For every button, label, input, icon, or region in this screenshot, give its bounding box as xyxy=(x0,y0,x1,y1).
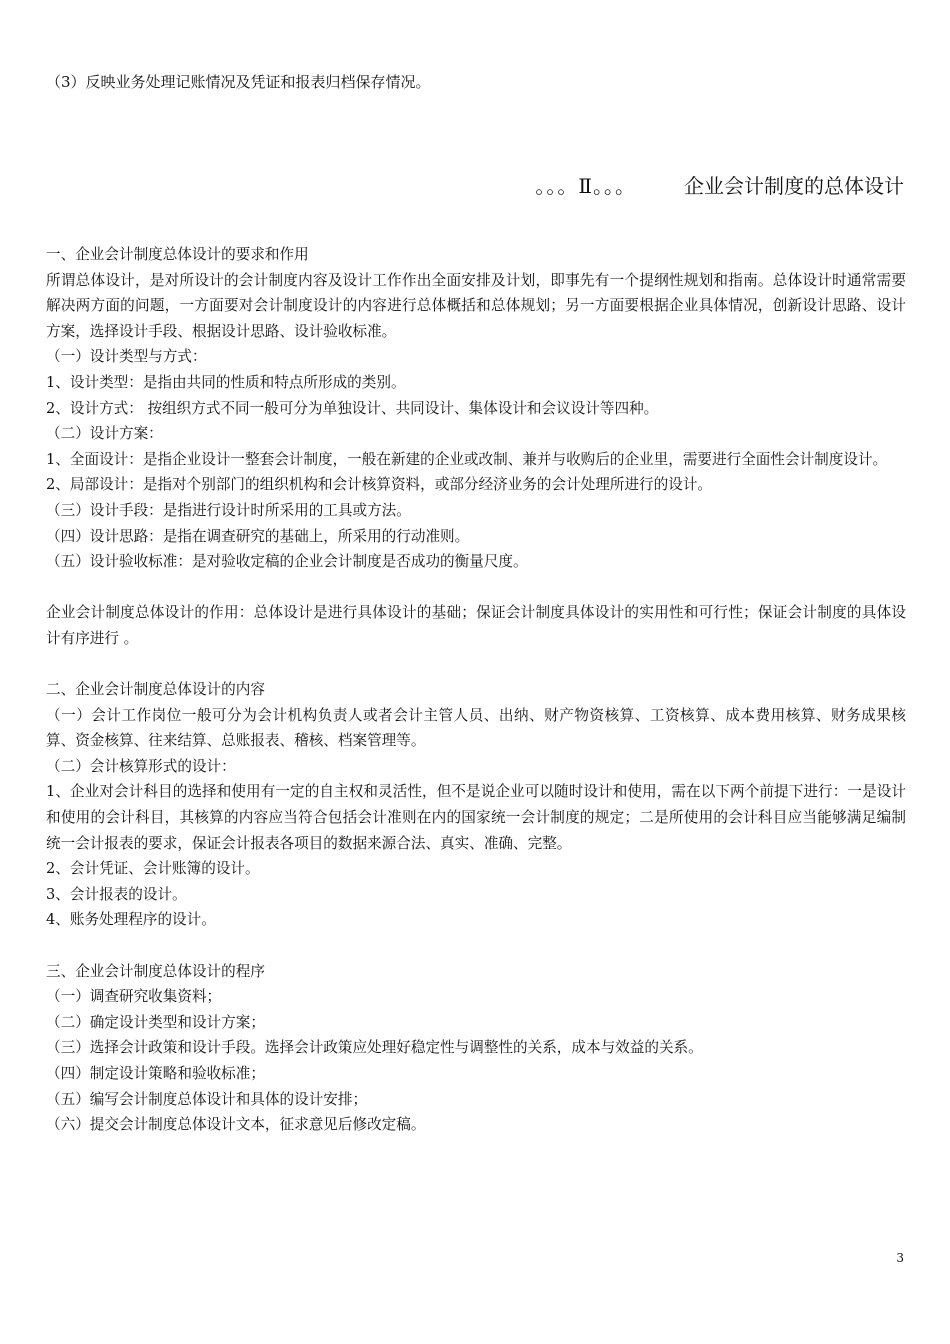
page-number: 3 xyxy=(896,1251,904,1265)
paragraph: 企业会计制度总体设计的作用：总体设计是进行具体设计的基础；保证会计制度具体设计的实用性和可行性；保证会计制度的具体设计有序进行 。 xyxy=(46,604,906,647)
chapter-marker: 。。。Ⅱ。。。 xyxy=(535,174,636,198)
paragraph: （六）提交会计制度总体设计文本，征求意见后修改定稿。 xyxy=(46,1116,426,1134)
paragraph: （三）选择会计政策和设计手段。选择会计政策应处理好稳定性与调整性的关系，成本与效益的关系。 xyxy=(46,1039,703,1057)
paragraph: （一）设计类型与方式： xyxy=(46,348,207,366)
paragraph: 三、企业会计制度总体设计的程序 xyxy=(46,962,265,980)
paragraph: （二）确定设计类型和设计方案； xyxy=(46,1013,265,1031)
paragraph: （三）设计手段：是指进行设计时所采用的工具或方法。 xyxy=(46,501,411,519)
paragraph: （二）会计核算形式的设计： xyxy=(46,757,236,775)
paragraph: 1、企业对会计科目的选择和使用有一定的自主权和灵活性，但不是说企业可以随时设计和使用，需在以下两个前提下进行：一是设计和使用的会计科目，其核算的内容应当符合包括会计准则在内的国家统一会计制度的规定；二是所使用的会计科目应当能够满足编制统一会计报表的要求，保证会计报表各项目的数据来源合法、真实、准确、完整。 xyxy=(46,783,906,852)
paragraph-gap xyxy=(46,933,906,959)
paragraph: （五）编写会计制度总体设计和具体的设计安排； xyxy=(46,1090,368,1108)
paragraph-gap xyxy=(46,575,906,601)
paragraph: （四）制定设计策略和验收标准； xyxy=(46,1065,265,1082)
chapter-heading xyxy=(535,170,904,202)
paragraph-gap xyxy=(46,652,906,678)
paragraph: 一、企业会计制度总体设计的要求和作用 xyxy=(46,246,309,263)
paragraph: 2、会计凭证、会计账簿的设计。 xyxy=(46,860,260,878)
paragraph: 1、全面设计：是指企业设计一整套会计制度，一般在新建的企业或改制、兼并与收购后的企业里，需要进行全面性会计制度设计。 xyxy=(46,450,888,468)
paragraph: 2、设计方式： 按组织方式不同一般可分为单独设计、共同设计、集体设计和会议设计等四种。 xyxy=(46,399,659,417)
paragraph: 4、账务处理程序的设计。 xyxy=(46,911,216,929)
paragraph: 1、设计类型：是指由共同的性质和特点所形成的类别。 xyxy=(46,373,406,391)
body-text xyxy=(46,242,906,1138)
chapter-title: 企业会计制度的总体设计 xyxy=(684,174,904,198)
paragraph: （五）设计验收标准：是对验收定稿的企业会计制度是否成功的衡量尺度。 xyxy=(46,553,528,571)
paragraph: （四）设计思路：是指在调查研究的基础上，所采用的行动准则。 xyxy=(46,527,470,545)
paragraph: （一）会计工作岗位一般可分为会计机构负责人或者会计主管人员、出纳、财产物资核算、工资核算、成本费用核算、财务成果核算、资金核算、往来结算、总账报表、稽核、档案管理等。 xyxy=(46,706,906,750)
paragraph: （二）设计方案： xyxy=(46,425,163,443)
paragraph: 3、会计报表的设计。 xyxy=(46,885,187,903)
top-line: （3）反映业务处理记账情况及凭证和报表归档保存情况。 xyxy=(46,73,431,91)
paragraph: 二、企业会计制度总体设计的内容 xyxy=(46,681,265,699)
paragraph: 所谓总体设计，是对所设计的会计制度内容及设计工作作出全面安排及计划，即事先有一个提纲性规划和指南。总体设计时通常需要解决两方面的问题，一方面要对会计制度设计的内容进行总体概括和总体规划；另一方面要根据企业具体情况，创新设计思路、设计方案，选择设计手段、根据设计思路、设计验收标准。 xyxy=(46,271,906,340)
paragraph: （一）调查研究收集资料； xyxy=(46,988,222,1006)
paragraph: 2、局部设计：是指对个别部门的组织机构和会计核算资料，或部分经济业务的会计处理所进行的设计。 xyxy=(46,476,713,494)
